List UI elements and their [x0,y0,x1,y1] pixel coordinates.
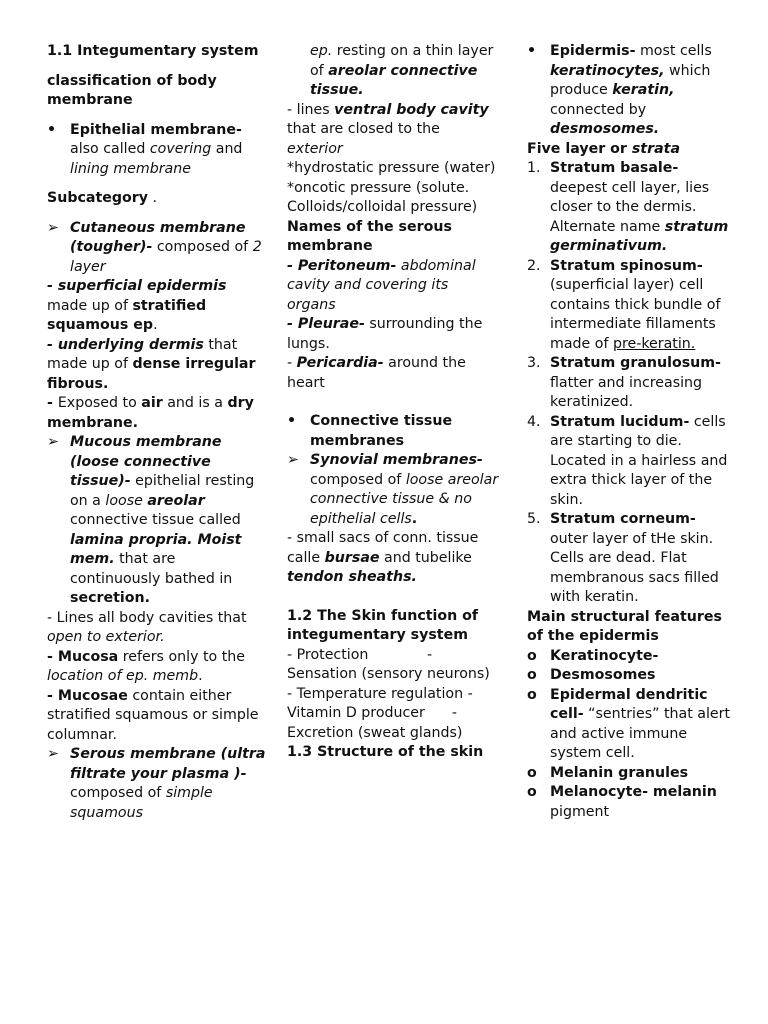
mucosa-detail: - Mucosa refers only to the location of ep. memb. [47,648,246,684]
layer-item: 4. Stratum lucidum- cells are starting to die. Located in a hairless and extra thick layer of the skin. [527,413,728,508]
list-number: 4. [527,413,541,430]
circle-bullet-icon: o [527,764,537,781]
five-layer-heading: Five layer or strata [527,140,681,157]
serous-names-heading: Names of the serous membrane [287,218,452,254]
list-number: 5. [527,511,541,527]
layer-item: 3. Stratum granulosum- flatter and increasing keratinized. [527,355,721,410]
list-number: 2. [527,257,541,274]
cutaneous-detail: - superficial epidermis made up of stratified squamous ep. [47,278,227,333]
pericardia-detail: - Pericardia- around the heart [287,355,466,391]
circle-bullet-icon: o [527,686,537,703]
bullet-mucous: ➢ Mucous membrane (loose connective tissue)- epithelial resting on a loose areolar connective tissue called lamina propria. Moist mem. that are continuously bathed in secretion. [47,434,255,606]
column-2 [287,42,517,763]
column-3 [527,42,732,822]
hydrostatic-detail: *hydrostatic pressure (water) [287,160,496,176]
small-sacs-detail: - small sacs of conn. tissue calle bursae and tubelike tendon sheaths. [287,530,479,585]
skin-functions: - Protection - Sensation (sensory neurons) - Temperature regulation - Vitamin D producer - Excretion (sweat glands) [287,646,517,741]
serous-continued: ep. resting on a thin layer of areolar connective tissue. [310,43,494,98]
circle-bullet-icon: o [527,667,537,683]
bullet-dot-icon: • [47,121,57,138]
arrow-bullet-icon: ➢ [47,746,59,762]
peritoneum-detail: - Peritoneum- abdominal cavity and covering its organs [287,257,476,313]
mucosae-detail: - Mucosae contain either stratified squamous or simple columnar. [47,687,259,743]
section-heading: 1.1 Integumentary system [47,43,259,59]
lines-all-detail: - Lines all body cavities that open to exterior. [47,609,247,645]
circle-bullet-icon: o [527,784,537,800]
subcategory: Subcategory . [47,190,158,206]
ventral-detail: - lines ventral body cavity that are closed to the exterior [287,101,489,157]
skin-heading: 1.2 The Skin function of integumentary system [287,607,479,643]
bullet-connective: • Connective tissue membranes [287,413,453,449]
oncotic-detail: *oncotic pressure (solute. Colloids/colloidal pressure) [287,179,478,215]
bullet-cutaneous: ➢ Cutaneous membrane (tougher)- composed of 2 layer [47,219,262,275]
circle-bullet-icon: o [527,647,537,664]
bullet-dot-icon: • [287,413,297,429]
layer-item: 1. Stratum basale- deepest cell layer, lies closer to the dermis. Alternate name stratum germinativum. [527,160,729,254]
layer-item: 2. Stratum spinosum- (superficial layer) cell contains thick bundle of intermediate fillaments made of pre-keratin. [527,257,721,352]
feature-item: o Melanin granules [527,764,732,784]
pleurae-detail: - Pleurae- surrounding the lungs. [287,316,483,352]
column-1 [47,42,269,823]
dermis-detail: - underlying dermis that made up of dense irregular fibrous. [47,336,256,392]
subheading: classification of body membrane [47,72,217,108]
structure-heading: 1.3 Structure of the skin [287,744,484,760]
layer-item: 5. Stratum corneum- outer layer of tHe skin. Cells are dead. Flat membranous sacs filled with keratin. [527,511,719,605]
arrow-bullet-icon: ➢ [47,219,59,236]
feature-item: o Melanocyte- melanin pigment [527,784,717,820]
list-number: 3. [527,355,541,371]
main-features-heading: Main structural features of the epidermis [527,608,722,644]
bullet-epithelial: • Epithelial membrane- also called covering and lining membrane [47,121,243,177]
feature-item: o Desmosomes [527,666,732,686]
bullet-dot-icon: • [527,43,537,59]
bullet-serous: ➢ Serous membrane (ultra filtrate your plasma )- composed of simple squamous [47,746,266,821]
feature-item: o Keratinocyte- [527,647,732,667]
feature-item: o Epidermal dendritic cell- “sentries” that alert and active immune system cell. [527,686,731,761]
arrow-bullet-icon: ➢ [287,452,299,468]
exposed-detail: - Exposed to air and is a dry membrane. [47,395,254,431]
arrow-bullet-icon: ➢ [47,434,59,450]
bullet-synovial: ➢ Synovial membranes- composed of loose areolar connective tissue & no epithelial cells. [287,452,499,527]
list-number: 1. [527,160,541,176]
bullet-epidermis: • Epidermis- most cells keratinocytes, which produce keratin, connected by desmosomes. [527,43,712,137]
